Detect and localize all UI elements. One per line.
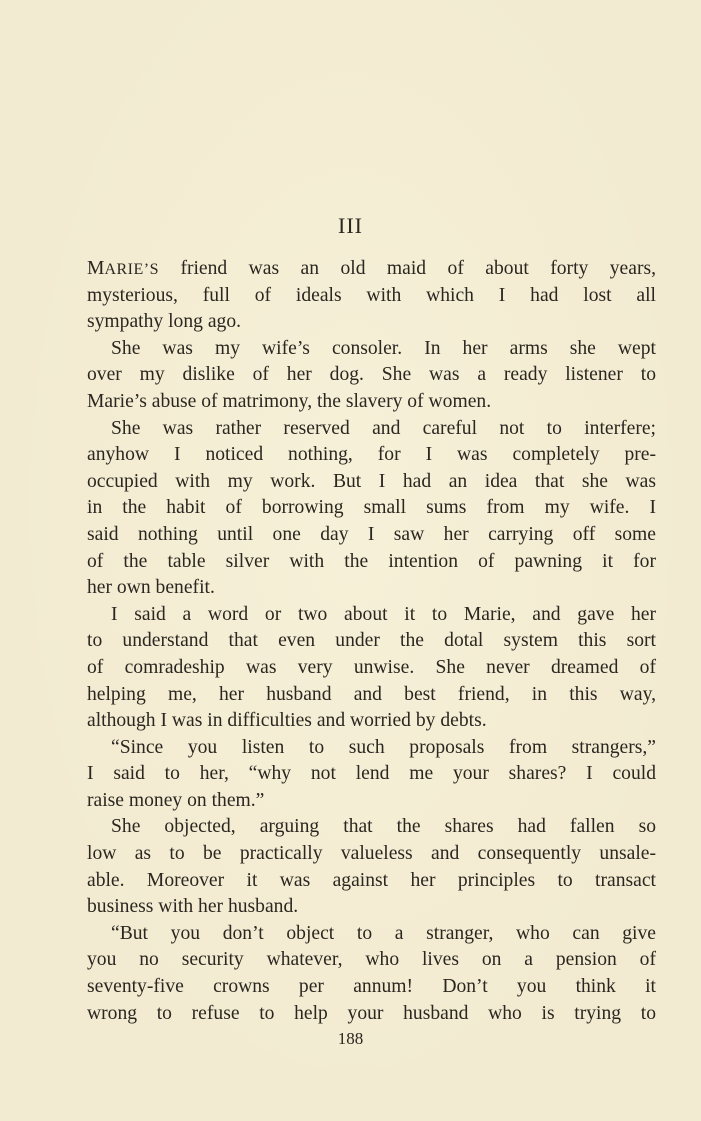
text-line: helping me, her husband and best friend, in this way,	[87, 683, 656, 705]
text-line: in the habit of borrowing small sums from my wife. I	[87, 497, 656, 519]
text-line: She was my wife’s consoler. In her arms she wept	[111, 337, 656, 359]
chapter-heading: III	[338, 213, 363, 238]
text-line: to understand that even under the dotal system this sort	[87, 630, 656, 652]
page-number: 188	[337, 1029, 364, 1048]
text-line: “But you don’t object to a stranger, who can give	[111, 922, 656, 944]
text-line: although I was in difficulties and worried by debts.	[87, 710, 487, 732]
text-line: wrong to refuse to help your husband who is trying to	[87, 1002, 656, 1024]
text-line: low as to be practically valueless and consequently unsale-	[87, 843, 656, 865]
text-line: Marie’s abuse of matrimony, the slavery of women.	[87, 390, 492, 412]
text-line: I said to her, “why not lend me your shares? I could	[87, 763, 656, 785]
text-line: I said a word or two about it to Marie, and gave her	[111, 603, 656, 625]
text-line: of the table silver with the intention of pawning it for	[87, 550, 656, 572]
text-line-1: MARIE’S friend was an old maid of about forty years,	[87, 258, 656, 279]
text-line: anyhow I noticed nothing, for I was completely pre-	[87, 444, 656, 466]
text-line: sympathy long ago.	[87, 311, 242, 333]
opening-small-caps: ARIE’S	[104, 261, 159, 278]
text-line: raise money on them.”	[87, 789, 265, 811]
text-line: seventy-five crowns per annum! Don’t you think it	[87, 976, 656, 998]
body-text	[87, 256, 656, 1027]
text-line: said nothing until one day I saw her carrying off some	[87, 523, 656, 545]
opening-initial: M	[87, 258, 105, 279]
text-line: She was rather reserved and careful not to interfere;	[111, 417, 656, 439]
text-line: mysterious, full of ideals with which I had lost all	[87, 284, 656, 306]
text-line: able. Moreover it was against her principles to transact	[87, 869, 656, 891]
text-line: of comradeship was very unwise. She never dreamed of	[87, 656, 656, 678]
text-line: “Since you listen to such proposals from strangers,”	[111, 736, 656, 758]
text-line: occupied with my work. But I had an idea that she was	[87, 470, 656, 492]
text-line: She objected, arguing that the shares had fallen so	[111, 816, 656, 838]
text-line: you no security whatever, who lives on a pension of	[87, 949, 656, 971]
text-line: business with her husband.	[87, 896, 299, 918]
text-line: over my dislike of her dog. She was a ready listener to	[87, 364, 656, 386]
text-line: her own benefit.	[87, 577, 215, 599]
